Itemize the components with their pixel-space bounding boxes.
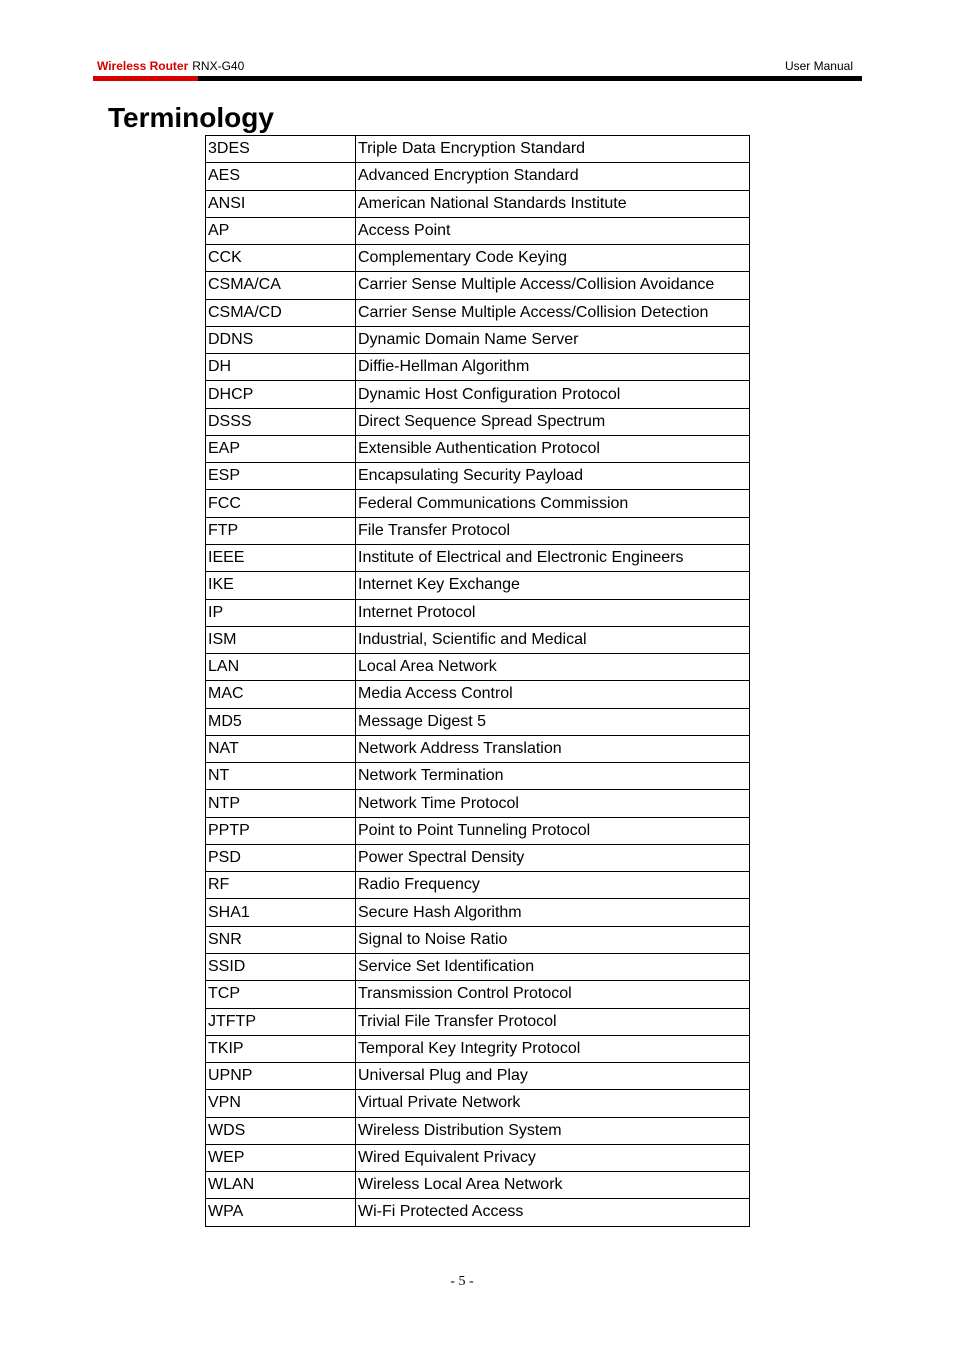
term-definition: Advanced Encryption Standard [356, 163, 750, 190]
term-abbreviation: AP [206, 217, 356, 244]
term-definition: Point to Point Tunneling Protocol [356, 817, 750, 844]
table-row [206, 790, 750, 817]
term-abbreviation: ESP [206, 463, 356, 490]
term-definition: Extensible Authentication Protocol [356, 435, 750, 462]
table-row [206, 326, 750, 353]
term-abbreviation: DSSS [206, 408, 356, 435]
term-definition: Triple Data Encryption Standard [356, 136, 750, 163]
term-definition: Wi-Fi Protected Access [356, 1199, 750, 1226]
page-title: Terminology [108, 102, 274, 133]
term-definition: Universal Plug and Play [356, 1063, 750, 1090]
table-row [206, 272, 750, 299]
term-definition: Carrier Sense Multiple Access/Collision Avoidance [356, 272, 750, 299]
table-row [206, 572, 750, 599]
table-row [206, 1063, 750, 1090]
term-definition: Network Time Protocol [356, 790, 750, 817]
term-abbreviation: AES [206, 163, 356, 190]
term-definition: Network Termination [356, 763, 750, 790]
table-row [206, 490, 750, 517]
table-row [206, 163, 750, 190]
term-definition: Service Set Identification [356, 953, 750, 980]
term-abbreviation: SSID [206, 953, 356, 980]
term-definition: Media Access Control [356, 681, 750, 708]
term-definition: Institute of Electrical and Electronic Engineers [356, 544, 750, 571]
header-rule [93, 76, 862, 81]
term-abbreviation: IEEE [206, 544, 356, 571]
term-abbreviation: PPTP [206, 817, 356, 844]
page-header [97, 58, 853, 74]
term-definition: Power Spectral Density [356, 844, 750, 871]
term-abbreviation: CSMA/CD [206, 299, 356, 326]
term-definition: Dynamic Domain Name Server [356, 326, 750, 353]
table-row [206, 1090, 750, 1117]
table-row [206, 1172, 750, 1199]
table-row [206, 926, 750, 953]
term-abbreviation: CSMA/CA [206, 272, 356, 299]
term-definition: Signal to Noise Ratio [356, 926, 750, 953]
term-abbreviation: TKIP [206, 1035, 356, 1062]
page-number: - 5 - [450, 1274, 474, 1289]
table-row [206, 435, 750, 462]
term-definition: Temporal Key Integrity Protocol [356, 1035, 750, 1062]
term-definition: Virtual Private Network [356, 1090, 750, 1117]
term-abbreviation: NTP [206, 790, 356, 817]
term-abbreviation: WEP [206, 1144, 356, 1171]
table-row [206, 1117, 750, 1144]
header-model: RNX-G40 [192, 59, 245, 73]
term-abbreviation: TCP [206, 981, 356, 1008]
term-definition: Internet Protocol [356, 599, 750, 626]
table-row [206, 1199, 750, 1226]
table-row [206, 136, 750, 163]
table-row [206, 354, 750, 381]
term-abbreviation: FCC [206, 490, 356, 517]
table-row [206, 217, 750, 244]
table-row [206, 544, 750, 571]
term-abbreviation: NAT [206, 735, 356, 762]
table-row [206, 245, 750, 272]
term-definition: File Transfer Protocol [356, 517, 750, 544]
term-abbreviation: 3DES [206, 136, 356, 163]
term-definition: Wired Equivalent Privacy [356, 1144, 750, 1171]
table-row [206, 1008, 750, 1035]
term-definition: Federal Communications Commission [356, 490, 750, 517]
table-row [206, 463, 750, 490]
term-definition: Complementary Code Keying [356, 245, 750, 272]
term-definition: Secure Hash Algorithm [356, 899, 750, 926]
table-row [206, 599, 750, 626]
term-abbreviation: IP [206, 599, 356, 626]
term-abbreviation: DDNS [206, 326, 356, 353]
table-row [206, 708, 750, 735]
term-definition: Transmission Control Protocol [356, 981, 750, 1008]
table-row [206, 381, 750, 408]
term-abbreviation: DH [206, 354, 356, 381]
header-rule-accent [93, 76, 198, 81]
term-definition: Radio Frequency [356, 872, 750, 899]
term-definition: Access Point [356, 217, 750, 244]
term-abbreviation: ANSI [206, 190, 356, 217]
term-abbreviation: EAP [206, 435, 356, 462]
term-abbreviation: LAN [206, 654, 356, 681]
term-abbreviation: WPA [206, 1199, 356, 1226]
terminology-table-body [206, 136, 750, 1227]
term-abbreviation: MAC [206, 681, 356, 708]
term-abbreviation: SNR [206, 926, 356, 953]
term-definition: Wireless Distribution System [356, 1117, 750, 1144]
term-abbreviation: MD5 [206, 708, 356, 735]
term-abbreviation: WDS [206, 1117, 356, 1144]
term-abbreviation: PSD [206, 844, 356, 871]
term-abbreviation: IKE [206, 572, 356, 599]
term-definition: Message Digest 5 [356, 708, 750, 735]
term-abbreviation: CCK [206, 245, 356, 272]
term-definition: Trivial File Transfer Protocol [356, 1008, 750, 1035]
table-row [206, 517, 750, 544]
term-definition: Local Area Network [356, 654, 750, 681]
term-abbreviation: VPN [206, 1090, 356, 1117]
table-row [206, 1035, 750, 1062]
table-row [206, 190, 750, 217]
table-row [206, 654, 750, 681]
term-definition: Diffie-Hellman Algorithm [356, 354, 750, 381]
table-row [206, 817, 750, 844]
term-definition: Industrial, Scientific and Medical [356, 626, 750, 653]
term-abbreviation: SHA1 [206, 899, 356, 926]
table-row [206, 299, 750, 326]
table-row [206, 681, 750, 708]
table-row [206, 626, 750, 653]
term-abbreviation: NT [206, 763, 356, 790]
table-row [206, 1144, 750, 1171]
terminology-table [205, 135, 750, 1227]
header-doc-type: User Manual [784, 59, 853, 73]
term-abbreviation: FTP [206, 517, 356, 544]
term-definition: Encapsulating Security Payload [356, 463, 750, 490]
term-definition: Dynamic Host Configuration Protocol [356, 381, 750, 408]
table-row [206, 763, 750, 790]
table-row [206, 735, 750, 762]
term-definition: Direct Sequence Spread Spectrum [356, 408, 750, 435]
table-row [206, 408, 750, 435]
table-row [206, 981, 750, 1008]
term-abbreviation: UPNP [206, 1063, 356, 1090]
term-abbreviation: ISM [206, 626, 356, 653]
term-definition: Internet Key Exchange [356, 572, 750, 599]
table-row [206, 953, 750, 980]
term-abbreviation: WLAN [206, 1172, 356, 1199]
term-abbreviation: DHCP [206, 381, 356, 408]
table-row [206, 899, 750, 926]
term-definition: American National Standards Institute [356, 190, 750, 217]
term-definition: Carrier Sense Multiple Access/Collision Detection [356, 299, 750, 326]
table-row [206, 844, 750, 871]
term-abbreviation: RF [206, 872, 356, 899]
term-abbreviation: JTFTP [206, 1008, 356, 1035]
table-row [206, 872, 750, 899]
term-definition: Wireless Local Area Network [356, 1172, 750, 1199]
header-product-name: Wireless Router [97, 59, 189, 73]
term-definition: Network Address Translation [356, 735, 750, 762]
